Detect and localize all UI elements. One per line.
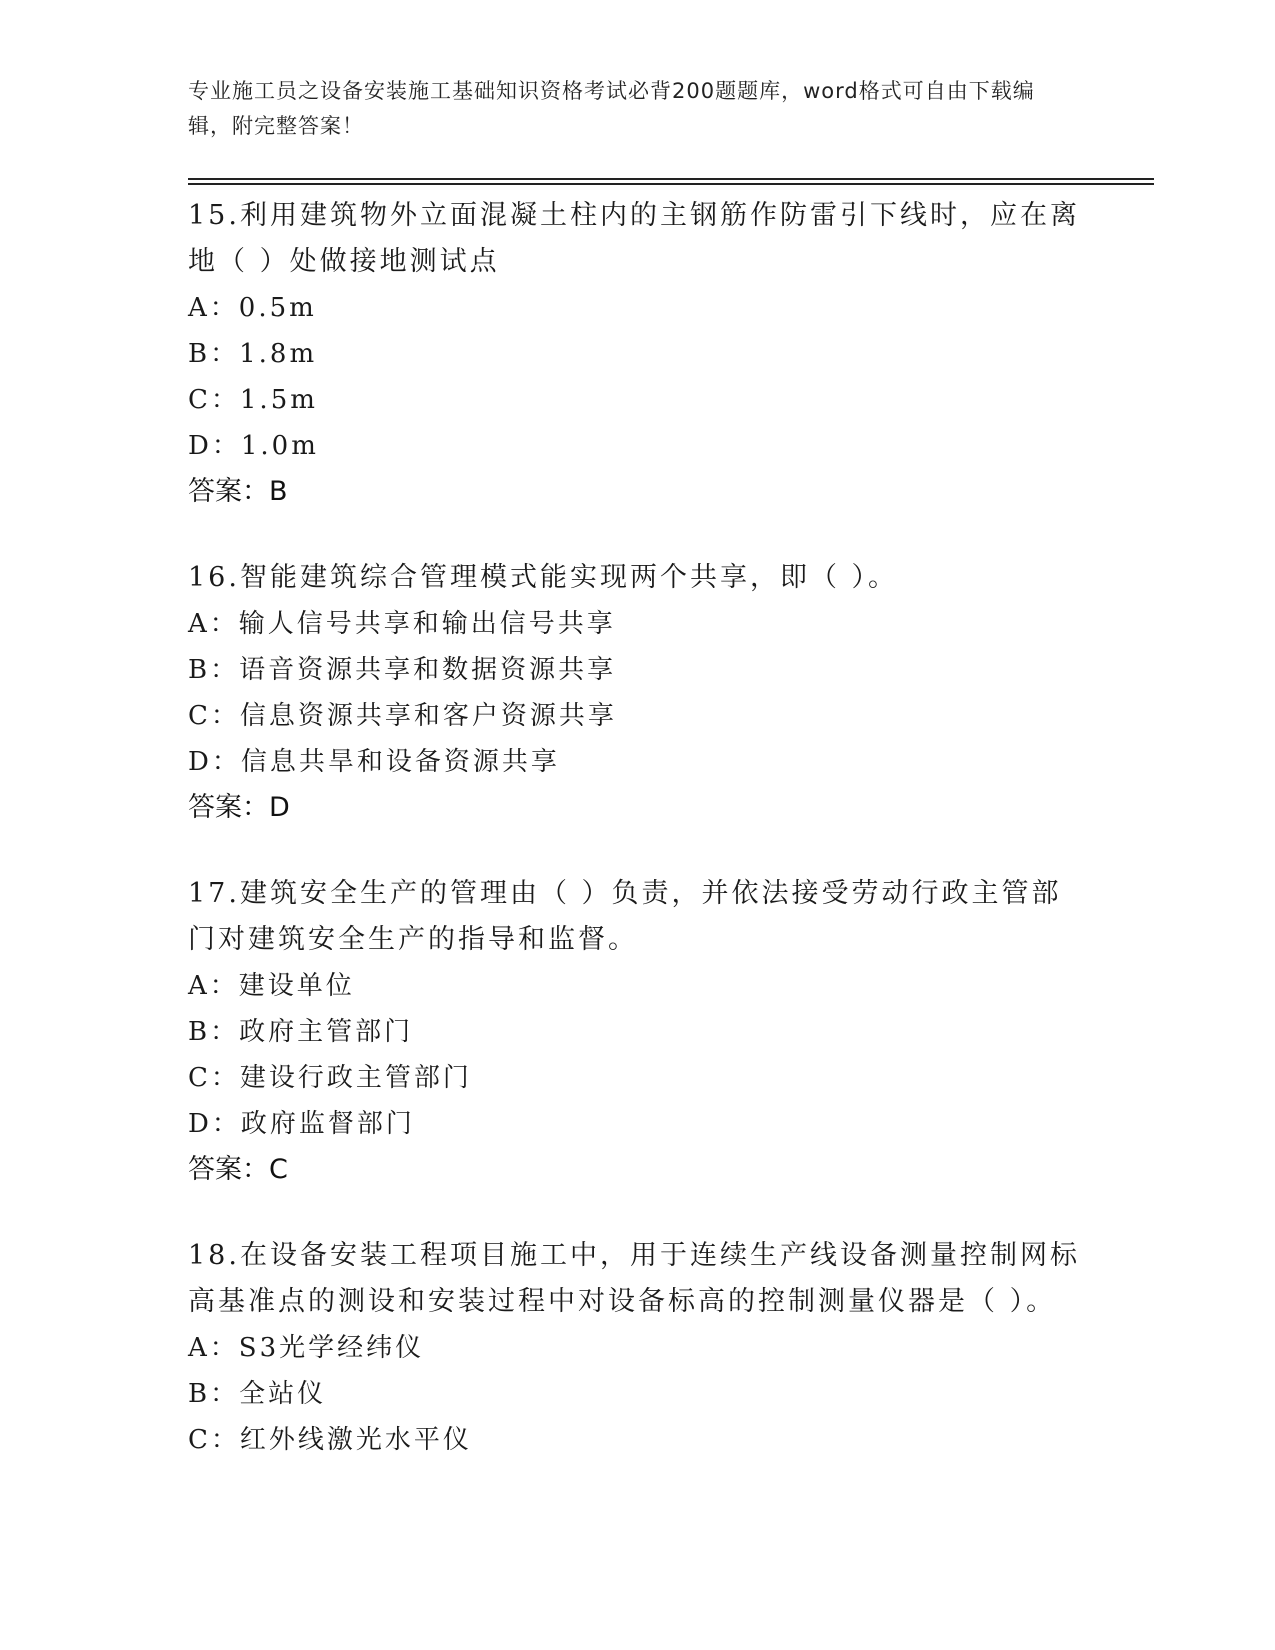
- answer-line: 答案：C: [188, 1154, 288, 1185]
- option-a: A：输人信号共享和输出信号共享: [188, 609, 616, 639]
- question-stem: 17.建筑安全生产的管理由（ ）负责，并依法接受劳动行政主管部门对建筑安全生产的指导和监督。: [188, 878, 1062, 955]
- option-c: C：1.5m: [188, 385, 318, 415]
- header-rule-top: [188, 178, 1154, 180]
- question-list: [188, 193, 1088, 1503]
- option-b: B：语音资源共享和数据资源共享: [188, 655, 617, 685]
- question-17: [188, 871, 1088, 1193]
- option-a: A：0.5m: [188, 293, 317, 323]
- option-d: D：1.0m: [188, 431, 319, 461]
- answer-line: 答案：D: [188, 792, 290, 823]
- document-header: 专业施工员之设备安装施工基础知识资格考试必背200题题库，word格式可自由下载编辑，附完整答案！: [188, 79, 1035, 138]
- option-c: C：建设行政主管部门: [188, 1063, 472, 1093]
- option-a: A：建设单位: [188, 971, 355, 1001]
- option-b: B：政府主管部门: [188, 1017, 414, 1047]
- option-d: D：信息共旱和设备资源共享: [188, 747, 560, 777]
- question-stem: 15.利用建筑物外立面混凝土柱内的主钢筋作防雷引下线时，应在离地（ ）处做接地测试点: [188, 200, 1080, 277]
- option-d: D：政府监督部门: [188, 1109, 415, 1139]
- question-16: [188, 555, 1088, 831]
- header-rule-bottom: [188, 183, 1154, 185]
- option-c: C：信息资源共享和客户资源共享: [188, 701, 617, 731]
- question-stem: 16.智能建筑综合管理模式能实现两个共享，即（ ）。: [188, 562, 899, 593]
- answer-line: 答案：B: [188, 476, 288, 507]
- question-15: [188, 193, 1088, 515]
- question-18: [188, 1233, 1088, 1463]
- option-b: B：全站仪: [188, 1379, 327, 1409]
- option-c: C：红外线激光水平仪: [188, 1425, 472, 1455]
- option-a: A：S3光学经纬仪: [188, 1333, 425, 1363]
- question-stem: 18.在设备安装工程项目施工中，用于连续生产线设备测量控制网标高基准点的测设和安装过程中对设备标高的控制测量仪器是（ ）。: [188, 1240, 1080, 1317]
- option-b: B：1.8m: [188, 339, 318, 369]
